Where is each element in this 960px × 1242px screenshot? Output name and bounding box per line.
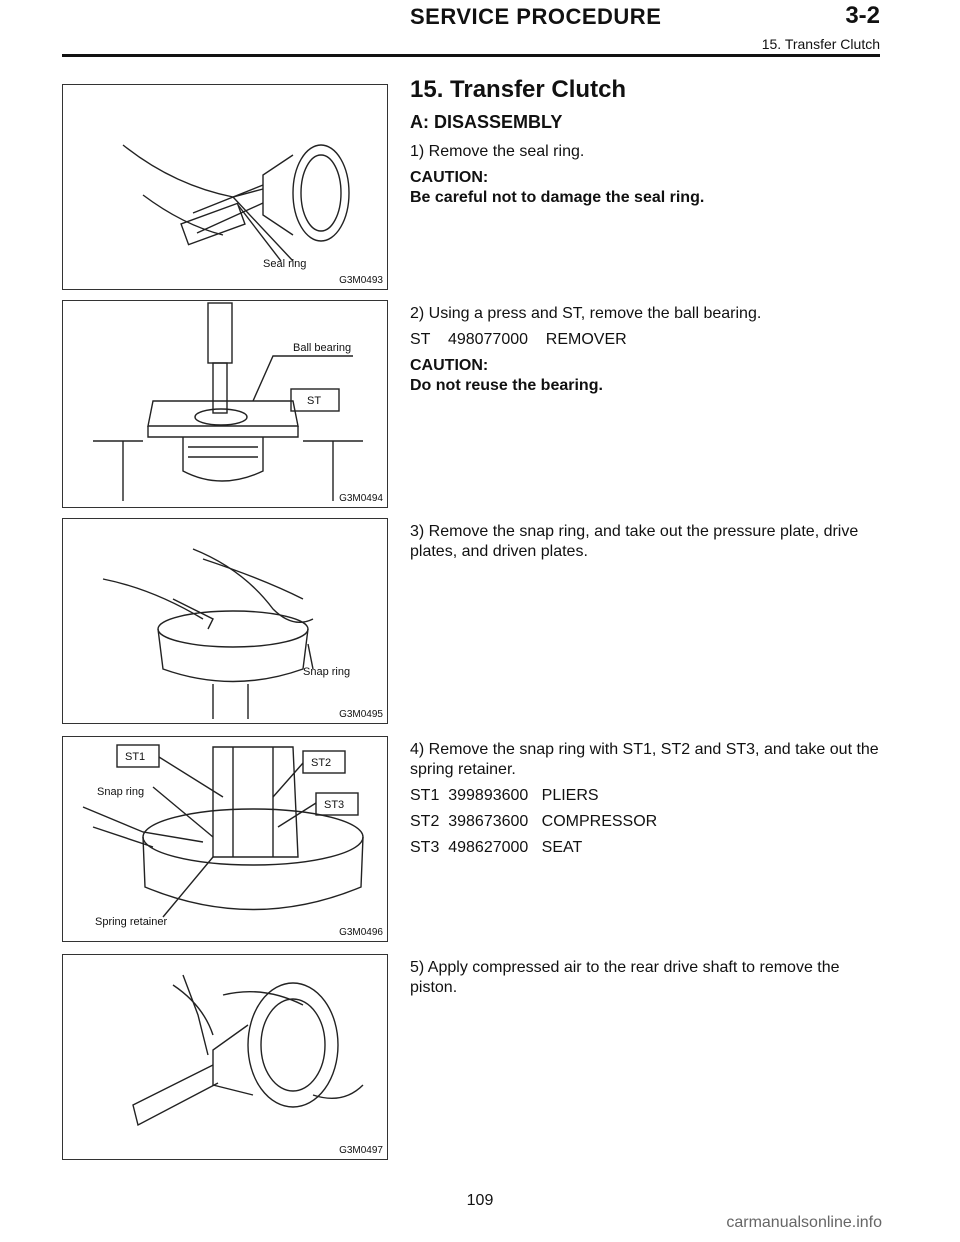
- seal-ring-illustration: [63, 85, 387, 289]
- figure-ball-bearing: [62, 300, 388, 508]
- page-title: 15. Transfer Clutch: [410, 76, 627, 103]
- ball-bearing-illustration: [63, 301, 387, 507]
- step3-block: [410, 522, 880, 568]
- step5-block: [410, 958, 880, 1004]
- section-title: SERVICE PROCEDURE: [410, 4, 662, 29]
- callout-st2: ST2: [311, 757, 332, 769]
- callout-st1: ST1: [125, 751, 146, 763]
- caution-1-text: Be careful not to damage the seal ring.: [410, 189, 705, 206]
- step1-block: [410, 76, 880, 214]
- callout-ball-bearing: Ball bearing: [293, 342, 352, 354]
- figure-spring-retainer: [62, 736, 388, 942]
- step4-block: [410, 740, 880, 864]
- figure-seal-ring: [62, 84, 388, 290]
- step-4: 4) Remove the snap ring with ST1, ST2 and ST3, and take out the spring retainer.: [410, 741, 879, 778]
- watermark: carmanualsonline.info: [726, 1214, 882, 1231]
- page-header: [62, 0, 880, 60]
- header-rule: [62, 54, 880, 57]
- callout-snap-ring: Snap ring: [303, 666, 351, 678]
- spring-retainer-illustration: [63, 737, 387, 941]
- caution-1-label: CAUTION:: [410, 169, 489, 186]
- callout-spring-retainer: Spring retainer: [95, 916, 168, 928]
- step-4-tool-2: ST2 398673600 COMPRESSOR: [410, 813, 658, 830]
- callout-st: ST: [307, 395, 322, 407]
- step-4-tool-1: ST1 399893600 PLIERS: [410, 787, 599, 804]
- section-number: 3-2: [845, 2, 880, 29]
- figure-code: G3M0493: [339, 275, 383, 286]
- figure-code: G3M0494: [339, 493, 383, 504]
- callout-snap-ring: Snap ring: [97, 786, 145, 798]
- piston-illustration: [63, 955, 387, 1159]
- step-2-tool: ST 498077000 REMOVER: [410, 331, 627, 348]
- figure-code: G3M0495: [339, 709, 383, 720]
- step-5: 5) Apply compressed air to the rear drive shaft to remove the piston.: [410, 959, 840, 996]
- caution-2-label: CAUTION:: [410, 357, 489, 374]
- step-3: 3) Remove the snap ring, and take out the pressure plate, drive plates, and driven plates.: [410, 523, 859, 560]
- figure-piston: [62, 954, 388, 1160]
- step-4-tool-3: ST3 498627000 SEAT: [410, 839, 583, 856]
- figure-snap-ring: [62, 518, 388, 724]
- step-1: 1) Remove the seal ring.: [410, 143, 585, 160]
- step2-block: [410, 304, 880, 402]
- figure-code: G3M0496: [339, 927, 383, 938]
- figure-code: G3M0497: [339, 1145, 383, 1156]
- caution-2-text: Do not reuse the bearing.: [410, 377, 603, 394]
- page-number: 109: [466, 1192, 494, 1209]
- snap-ring-illustration: [63, 519, 387, 723]
- callout-seal-ring: Seal ring: [263, 258, 307, 270]
- section-heading: A: DISASSEMBLY: [410, 112, 563, 132]
- callout-st3: ST3: [324, 799, 345, 811]
- step-2: 2) Using a press and ST, remove the ball bearing.: [410, 305, 762, 322]
- section-subtitle: 15. Transfer Clutch: [761, 36, 880, 52]
